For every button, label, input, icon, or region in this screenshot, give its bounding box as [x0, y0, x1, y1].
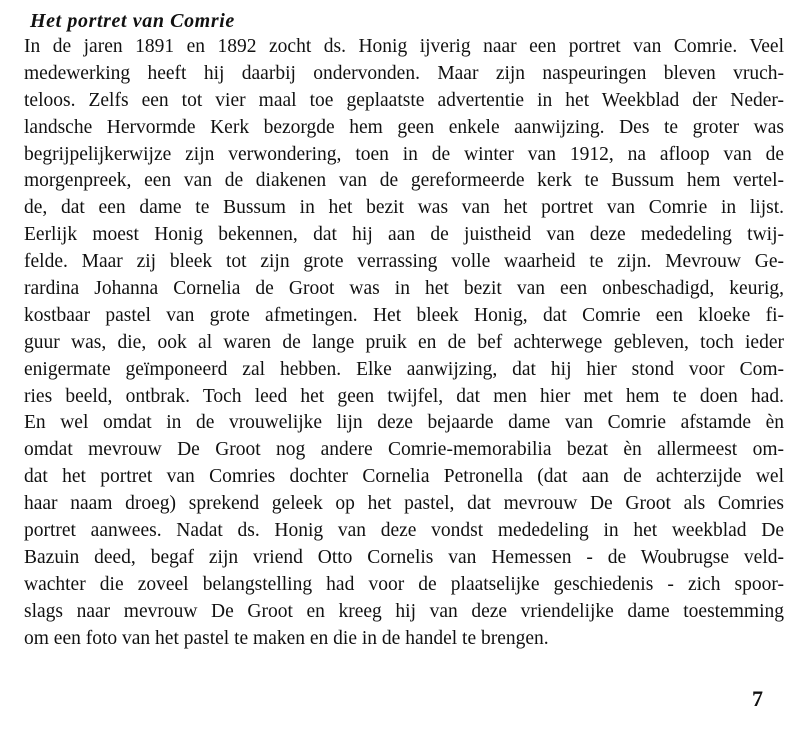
text-line: felde. Maar zij bleek tot zijn grote verrassing volle waarheid te zijn. Mevrouw Ge-: [24, 251, 784, 273]
text-line: om een foto van het pastel te maken en die in de handel te brengen.: [24, 627, 549, 649]
text-line: portret aanwees. Nadat ds. Honig van deze vondst mededeling in het weekblad De: [24, 520, 784, 542]
text-line: omdat mevrouw De Groot nog andere Comrie-memorabilia bezat èn allermeest om-: [24, 439, 784, 461]
text-line: kostbaar pastel van grote afmetingen. Het bleek Honig, dat Comrie een kloeke fi-: [24, 304, 784, 326]
text-line: wachter die zoveel belangstelling had voor de plaatselijke geschiedenis - zich spoor-: [24, 573, 784, 595]
text-line: enigermate geïmponeerd zal hebben. Elke aanwijzing, dat hij hier stond voor Com-: [24, 358, 784, 380]
text-line: In de jaren 1891 en 1892 zocht ds. Honig ijverig naar een portret van Comrie. Veel: [24, 36, 784, 57]
text-line: teloos. Zelfs een tot vier maal toe geplaatste advertentie in het Weekblad der Neder-: [24, 89, 784, 111]
text-line: haar naam droeg) sprekend geleek op het pastel, dat mevrouw De Groot als Comries: [24, 493, 784, 515]
text-line: landsche Hervormde Kerk bezorgde hem geen enkele aanwijzing. Des te groter was: [24, 116, 784, 138]
text-line: begrijpelijkerwijze zijn verwondering, toen in de winter van 1912, na afloop van de: [24, 143, 784, 165]
text-line: guur was, die, ook al waren de lange pruik en de bef achterwege gebleven, toch ieder: [24, 331, 784, 353]
text-line: rardina Johanna Cornelia de Groot was in het bezit van een onbeschadigd, keurig,: [24, 278, 784, 300]
text-line: slags naar mevrouw De Groot en kreeg hij van deze vriendelijke dame toestemming: [24, 600, 784, 622]
body-paragraph: [24, 34, 784, 652]
text-line: morgenpreek, een van de diakenen van de gereformeerde kerk te Bussum hem vertel-: [24, 170, 784, 192]
text-line: ries beeld, ontbrak. Toch leed het geen twijfel, dat men hier met hem te doen had.: [24, 385, 784, 407]
text-line: Eerlijk moest Honig bekennen, dat hij aan de juistheid van deze mededeling twij-: [24, 224, 784, 246]
text-line: Bazuin deed, begaf zijn vriend Otto Cornelis van Hemessen - de Woubrugse veld-: [24, 546, 784, 568]
text-line: En wel omdat in de vrouwelijke lijn deze bejaarde dame van Comrie afstamde èn: [24, 412, 784, 434]
text-line: de, dat een dame te Bussum in het bezit was van het portret van Comrie in lijst.: [24, 197, 784, 219]
section-heading: Het portret van Comrie: [30, 10, 235, 32]
text-line: medewerking heeft hij daarbij ondervonden. Maar zijn naspeuringen bleven vruch-: [24, 62, 784, 84]
text-line: dat het portret van Comries dochter Cornelia Petronella (dat aan de achterzijde wel: [24, 466, 784, 488]
page-number: 7: [752, 686, 763, 711]
